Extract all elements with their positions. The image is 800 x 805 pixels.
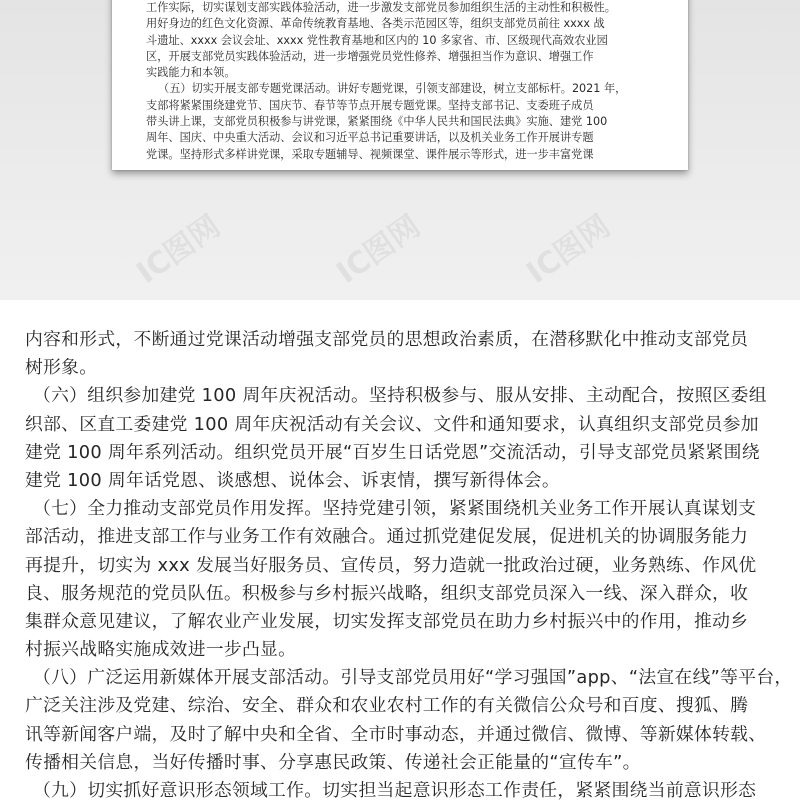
watermark: IC图网 [130, 208, 227, 291]
document-page-thumbnail [112, 0, 688, 170]
preview-line: 周年、国庆、中央重大活动、会议和习近平总书记重要讲话，以及机关业务工作开展讲专题 [146, 131, 594, 145]
preview-line: 区，开展支部党员实践体验活动，进一步增强党员党性修养、增强担当作为意识、增强工作 [146, 49, 594, 63]
body-line: （六）组织参加建党 100 周年庆祝活动。坚持积极参与、服从安排、主动配合，按照区委组 [33, 385, 767, 407]
preview-line: 斗遗址、xxxx 会议会址、xxxx 党性教育基地和区内的 10 多家省、市、区级现代高效农业园 [146, 33, 608, 47]
document-preview-panel [0, 0, 800, 300]
body-line: 建党 100 周年话党恩、谈感想、说体会、诉衷情，撰写新得体会。 [25, 469, 560, 491]
watermark: IC图网 [520, 208, 617, 291]
body-line: 内容和形式，不断通过党课活动增强支部党员的思想政治素质，在潜移默化中推动支部党员 [25, 329, 749, 350]
body-line: （八）广泛运用新媒体开展支部活动。引导支部党员用好“学习强国”app、“法宣在线”等平台， [33, 667, 793, 689]
page-thumbnail-text [146, 0, 654, 163]
body-line: （七）全力推动支部党员作用发挥。坚持党建引领，紧紧围绕机关业务工作开展认真谋划支 [33, 498, 757, 520]
body-line: 传播相关信息，当好传播时事、分享惠民政策、传递社会正能量的“宣传车”。 [25, 751, 641, 773]
body-line: 部活动，推进支部工作与业务工作有效融合。通过抓党建促发展，促进机关的协调服务能力 [25, 526, 749, 548]
body-line: 广泛关注涉及党建、综治、安全、群众和农业农村工作的有关微信公众号和百度、搜狐、腾 [25, 695, 749, 717]
preview-line: （五）切实开展支部专题党课活动。讲好专题党课，引领支部建设，树立支部标杆。2021 年， [158, 82, 627, 96]
preview-line: 实践能力和本领。 [146, 66, 236, 80]
body-line: 村振兴战略实施成效进一步凸显。 [25, 639, 297, 661]
preview-line: 工作实际，切实谋划支部实践体验活动，进一步激发支部党员参加组织生活的主动性和积极性。 [146, 1, 616, 14]
body-line: 织部、区直工委建党 100 周年庆祝活动有关会议、文件和通知要求，认真组织支部党员参加 [25, 413, 759, 435]
body-line: 建党 100 周年系列活动。组织党员开展“百岁生日话党恩”交流活动，引导支部党员紧紧围绕 [25, 441, 760, 463]
body-line: 讯等新闻客户端，及时了解中央和全省、全市时事动态，并通过微信、微博、等新媒体转载、 [25, 723, 767, 745]
document-body [25, 326, 793, 805]
body-line: 良、服务规范的党员队伍。积极参与乡村振兴战略，组织支部党员深入一线、深入群众，收 [25, 582, 749, 604]
body-line: （九）切实抓好意识形态领域工作。切实担当起意识形态工作责任，紧紧围绕当前意识形态 [33, 780, 757, 801]
watermark: IC图网 [330, 208, 427, 291]
preview-line: 带头讲上课，支部党员积极参与讲党课，紧紧围绕《中华人民共和国民法典》实施、建党 100 [146, 115, 608, 129]
body-line: 树形象。 [25, 357, 98, 379]
preview-line: 用好身边的红色文化资源、革命传统教育基地、各类示范园区等，组织支部党员前往 xxxx 战 [146, 17, 605, 31]
body-line: 再提升，切实为 xxx 发展当好服务员、宣传员，努力造就一批政治过硬，业务熟练、作风优 [25, 554, 757, 576]
body-line: 集群众意见建议，了解农业产业发展，切实发挥支部党员在助力乡村振兴中的作用，推动乡 [25, 610, 749, 632]
preview-line: 党课。坚持形式多样讲党课，采取专题辅导、视频课堂、课件展示等形式，进一步丰富党课 [146, 147, 594, 161]
preview-line: 支部将紧紧围绕建党节、国庆节、春节等节点开展专题党课。坚持支部书记、支委班子成员 [146, 98, 594, 112]
